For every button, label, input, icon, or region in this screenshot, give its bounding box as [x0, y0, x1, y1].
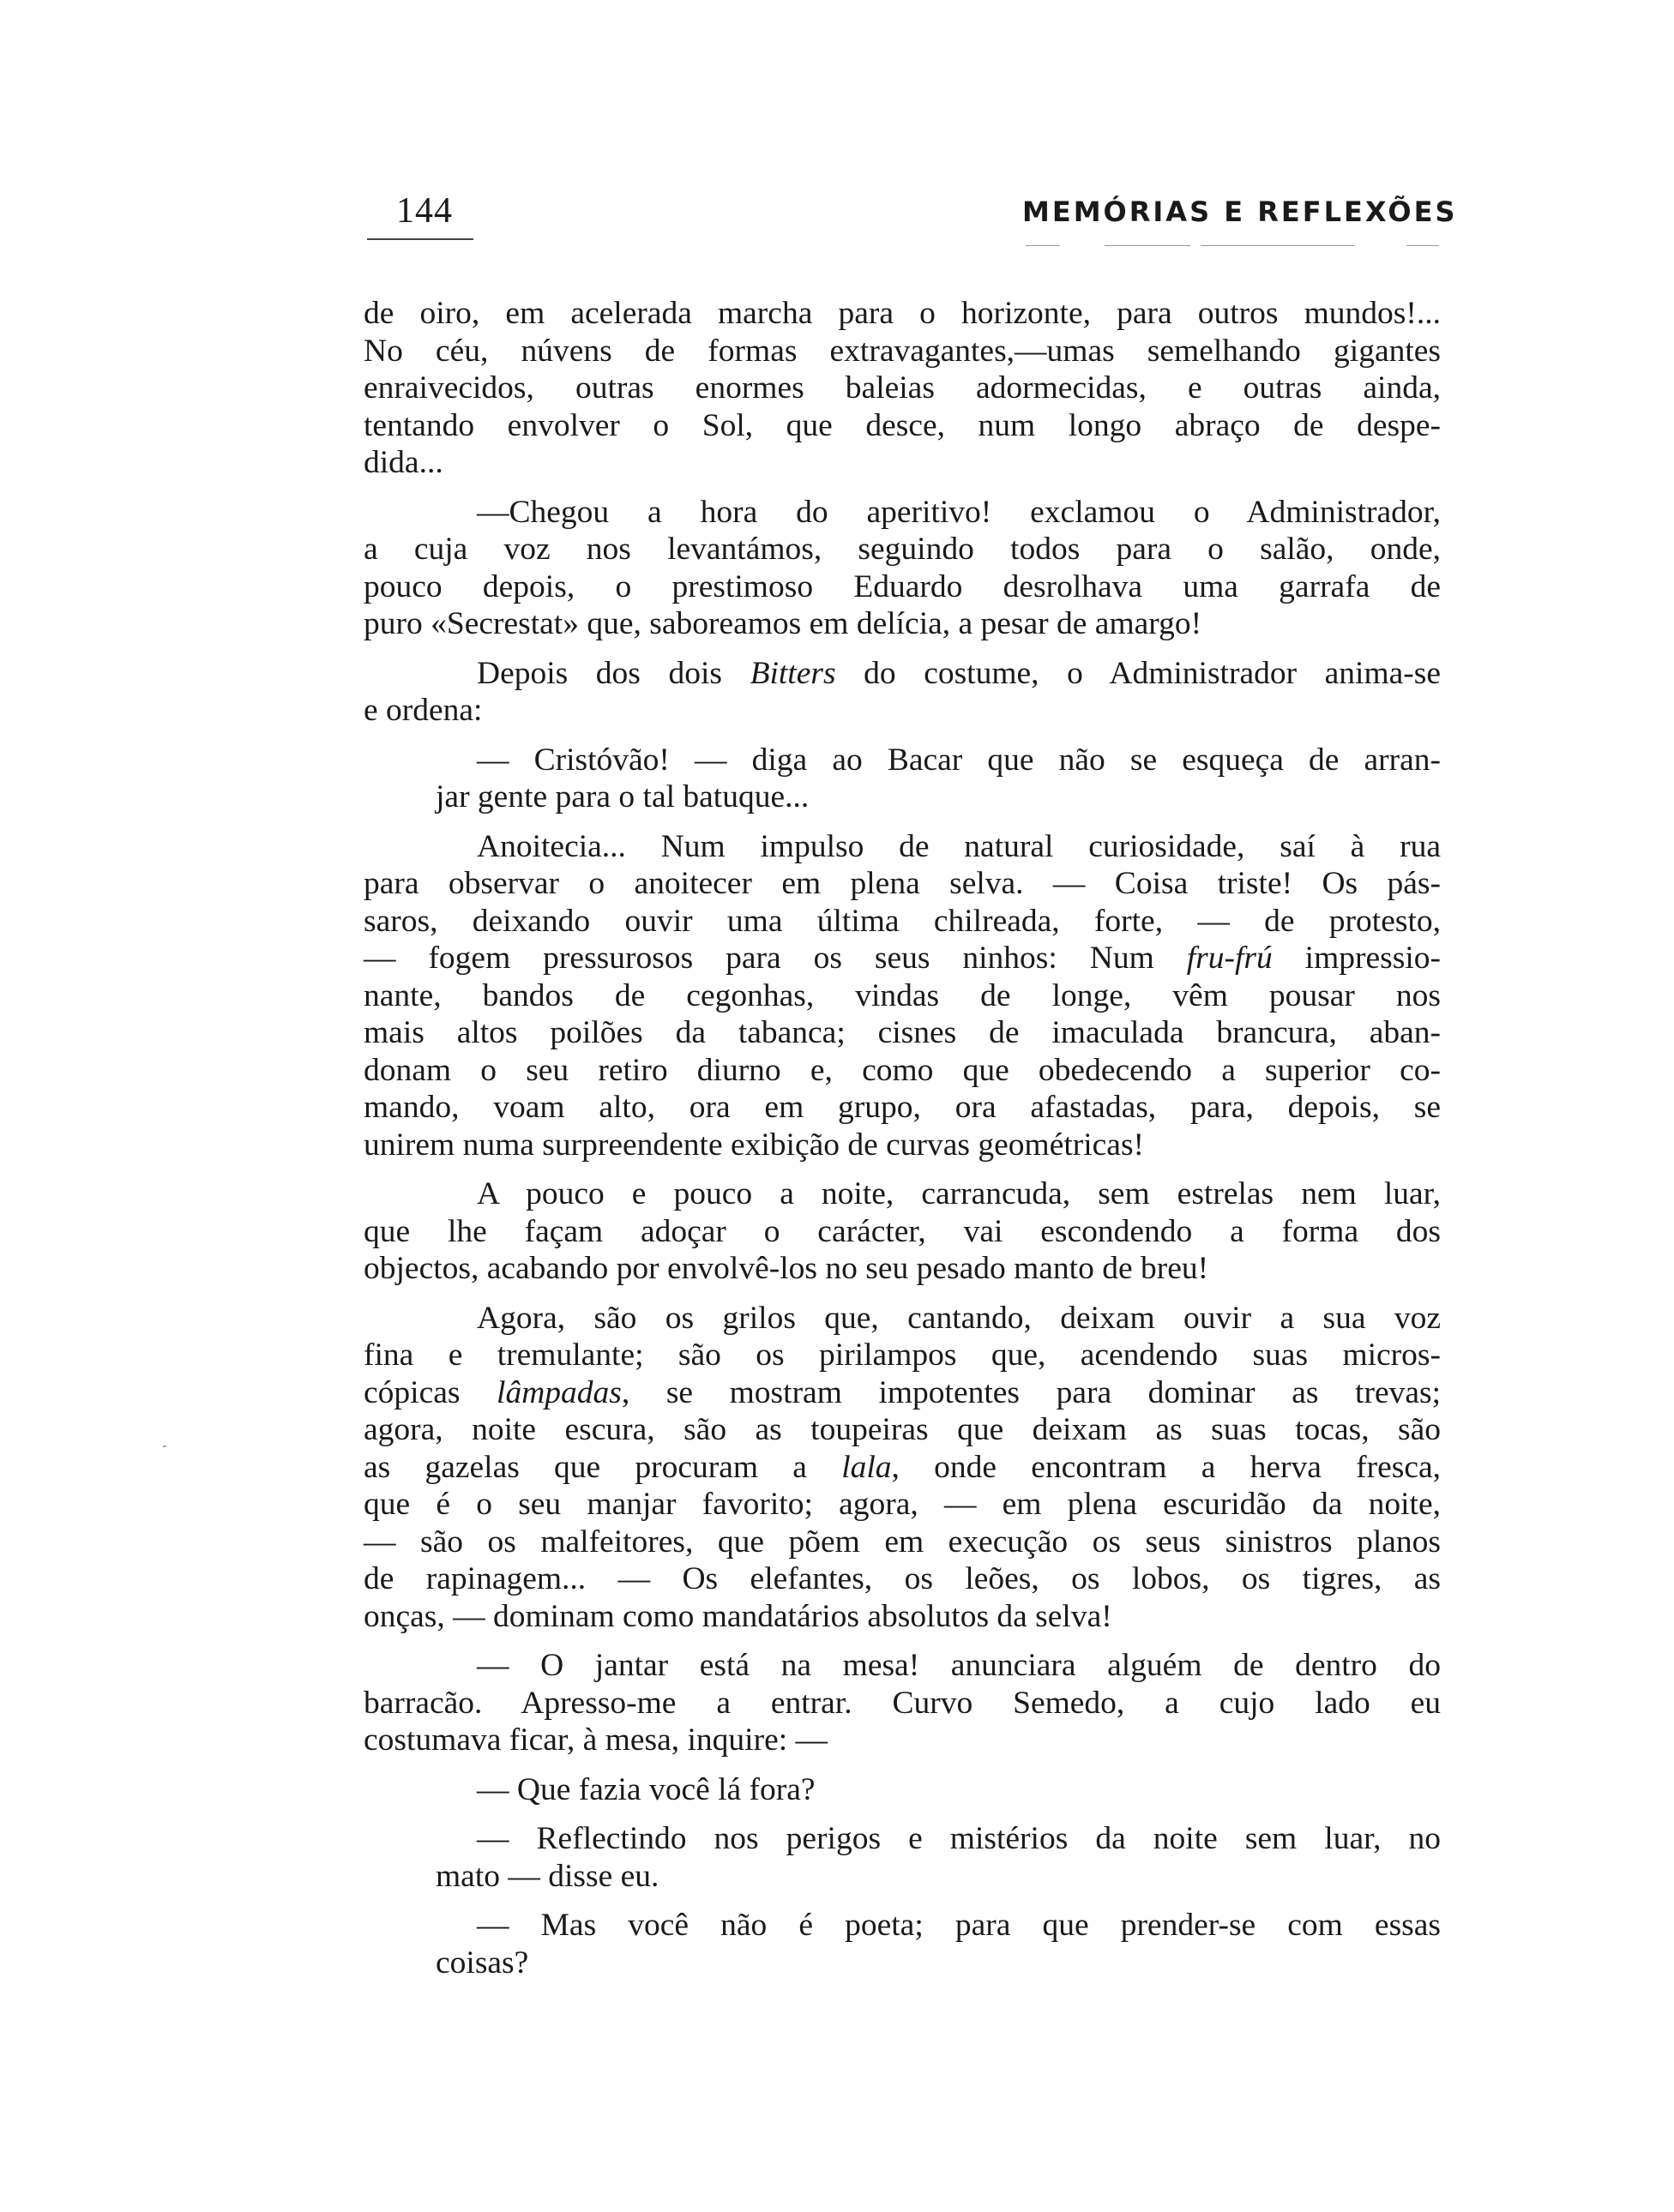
header-rule: [1201, 245, 1355, 246]
text-line: coisas?: [436, 1945, 529, 1981]
text-line: objectos, acabando por envolvê-los no seu pesado manto de breu!: [364, 1251, 1209, 1286]
text-line: [364, 1374, 1441, 1412]
text-segment: cópicas: [364, 1374, 497, 1410]
text-line: Anoitecia... Num impulso de natural curiosidade, saí à rua: [477, 828, 1441, 864]
text-line: — O jantar está na mesa! anunciara alguém de dentro do: [477, 1648, 1441, 1683]
text-line: —Chegou a hora do aperitivo! exclamou o Administrador,: [477, 494, 1441, 530]
text-line: e ordena:: [364, 693, 483, 728]
text-segment: impressio-: [1272, 941, 1441, 976]
text-line: — Que fazia você lá fora?: [477, 1771, 816, 1807]
text-line: para observar o anoitecer em plena selva. — Coisa triste! Os pás-: [364, 866, 1441, 901]
header-rule: [1105, 245, 1190, 246]
text-line: fina e tremulante; são os pirilampos que, acendendo suas micros-: [364, 1337, 1441, 1373]
body-text: [364, 295, 1441, 1981]
page-number-rule: [367, 238, 473, 240]
text-line: [364, 940, 1441, 977]
header-rule: [1406, 245, 1439, 246]
text-line: a cuja voz nos levantámos, seguindo todos para o salão, onde,: [364, 532, 1441, 567]
text-line: costumava ficar, à mesa, inquire: —: [364, 1722, 828, 1758]
text-line: barracão. Apresso-me a entrar. Curvo Semedo, a cujo lado eu: [364, 1685, 1441, 1721]
text-segment: as gazelas que procuram a: [364, 1449, 842, 1485]
text-line: de rapinagem... — Os elefantes, os leões, os lobos, os tigres, as: [364, 1561, 1441, 1596]
text-line: No céu, núvens de formas extravagantes,—umas semelhando gigantes: [364, 333, 1441, 369]
text-segment: , se mostram impotentes para dominar as trevas;: [621, 1374, 1442, 1410]
text-line: que lhe façam adoçar o carácter, vai escondendo a forma dos: [364, 1213, 1441, 1249]
text-line: puro «Secrestat» que, saboreamos em delícia, a pesar de amargo!: [364, 606, 1202, 641]
running-title: MEMÓRIAS E REFLEXÕES: [1022, 195, 1458, 228]
text-line: — Mas você não é poeta; para que prender-se com essas: [477, 1908, 1441, 1943]
text-line: jar gente para o tal batuque...: [436, 779, 810, 814]
text-line: — são os malfeitores, que põem em execução os seus sinistros planos: [364, 1524, 1441, 1560]
text-line: unirem numa surpreendente exibição de curvas geométricas!: [364, 1127, 1145, 1163]
text-segment: — fogem pressurosos para os seus ninhos: Num: [364, 941, 1187, 976]
text-line: mais altos poilões da tabanca; cisnes de imaculada brancura, aban-: [364, 1015, 1441, 1050]
text-line: que é o seu manjar favorito; agora, — em plena escuridão da noite,: [364, 1487, 1441, 1522]
italic-term: fru-frú: [1186, 941, 1273, 976]
text-line: — Cristóvão! — diga ao Bacar que não se esqueça de arran-: [477, 742, 1441, 778]
text-line: [364, 1449, 1441, 1487]
text-line: Agora, são os grilos que, cantando, deixam ouvir a sua voz: [477, 1300, 1441, 1336]
text-line: [364, 655, 1441, 693]
italic-term: Bitters: [750, 655, 836, 691]
text-segment: Depois dos dois: [477, 655, 750, 691]
text-segment: , onde encontram a herva fresca,: [891, 1449, 1441, 1485]
page-number: 144: [396, 191, 453, 231]
text-line: saros, deixando ouvir uma última chilreada, forte, — de protesto,: [364, 903, 1441, 939]
header-rule: [1026, 245, 1060, 246]
text-line: pouco depois, o prestimoso Eduardo desrolhava uma garrafa de: [364, 568, 1441, 604]
text-line: onças, — dominam como mandatários absolutos da selva!: [364, 1598, 1112, 1634]
italic-term: lâmpadas: [497, 1374, 622, 1410]
text-line: — Reflectindo nos perigos e mistérios da noite sem luar, no: [477, 1821, 1441, 1856]
margin-speck: [163, 1446, 166, 1447]
text-line: donam o seu retiro diurno e, como que obedecendo a superior co-: [364, 1052, 1441, 1088]
text-line: mato — disse eu.: [436, 1858, 659, 1894]
text-line: A pouco e pouco a noite, carrancuda, sem estrelas nem luar,: [477, 1176, 1441, 1211]
text-line: agora, noite escura, são as toupeiras que deixam as suas tocas, são: [364, 1412, 1441, 1447]
text-line: mando, voam alto, ora em grupo, ora afastadas, para, depois, se: [364, 1090, 1441, 1125]
text-segment: do costume, o Administrador anima-se: [835, 655, 1442, 691]
text-line: de oiro, em acelerada marcha para o horizonte, para outros mundos!...: [364, 296, 1441, 331]
text-line: dida...: [364, 445, 443, 480]
text-line: tentando envolver o Sol, que desce, num longo abraço de despe-: [364, 407, 1441, 443]
text-line: enraivecidos, outras enormes baleias adormecidas, e outras ainda,: [364, 370, 1441, 406]
text-line: nante, bandos de cegonhas, vindas de longe, vêm pousar nos: [364, 977, 1441, 1013]
italic-term: lala: [841, 1449, 892, 1485]
